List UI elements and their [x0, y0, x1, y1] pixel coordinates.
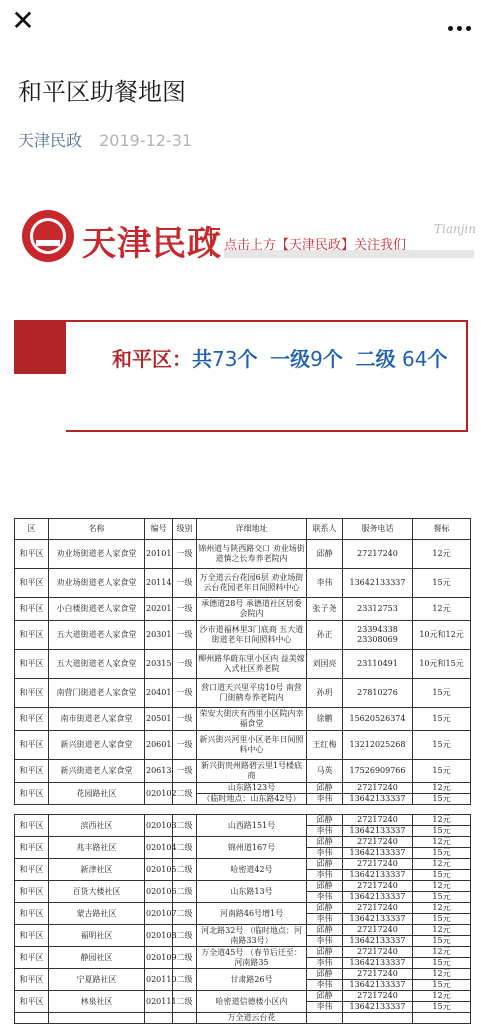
account-link[interactable]: 天津民政: [18, 131, 83, 150]
table-row: 和平区 林泉社区 020111 二级 哈密道信德楼小区内 邱静 李伟 27217240 13642133337 12元 15元: [15, 991, 471, 1013]
table-row: 和平区 新兴街道老人家食堂 20601 一级 新兴街兴河里小区老年日间照料中心 王红梅 13212025268 15元: [15, 731, 471, 760]
close-icon[interactable]: ✕: [11, 4, 35, 37]
banner: [22, 208, 476, 268]
table-row: 和平区 五大道街道老人家食堂 20315 一级 柳州路华蔚东里小区内 益美嫁入式社区养老院 刘国亮 23110491 10元和15元: [15, 650, 471, 679]
table-row: 和平区 兆丰路社区 020104 二级 锦州道167号 邱静 李伟 27217240 13642133337 12元 15元: [15, 837, 471, 859]
table-row: 和平区 劝业场街道老人家食堂 20114 一级 万全道云台花园6层 劝业场街云台花园老年日间照料中心 李伟 13642133337 15元: [15, 569, 471, 598]
table-row: 和平区 劝业场街道老人家食堂 20101 一级 锦州道与陕西路交口 劝业场街道慎之长寿养老院内 邱静 27217240 12元: [15, 540, 471, 569]
slogan-text: 点击上方【天津民政】关注我们: [224, 238, 407, 253]
article-title: 和平区助餐地图: [18, 78, 186, 106]
table-row: 和平区 花园路社区 020102 二级 山东路123号 （临时地点：山东路42号） 邱静 李伟 27217240 13642133337 12元 15元: [15, 783, 471, 805]
meal-table-1: [14, 518, 471, 805]
table-row: 和平区 新津社区 020105 二级 哈密道42号 邱静 李伟 27217240 13642133337 12元 15元: [15, 859, 471, 881]
publish-date: 2019-12-31: [99, 131, 193, 150]
table-row: 和平区 福明社区 020108 二级 河北路32号 （临时地点：河南路33号） 邱静 李伟 27217240 13642133337 12元 15元: [15, 925, 471, 947]
table-row: 和平区 蒙古路社区 020107 二级 河南路46号增1号 邱静 李伟 27217240 13642133337 12元 15元: [15, 903, 471, 925]
summary-box: [14, 320, 470, 430]
banner-brand: 天津民政: [82, 224, 222, 264]
summary-text: 和平区：共73个 一级9个 二级 64个: [112, 347, 448, 371]
article-meta: [18, 128, 192, 151]
top-bar: [0, 0, 490, 44]
logo-icon: [22, 210, 74, 262]
table-row: 和平区 滨西社区 020103 二级 山西路151号 邱静 李伟 27217240 13642133337 12元 15元: [15, 815, 471, 837]
table-row: 和平区 宁夏路社区 020110 二级 甘肃路26号 邱静 李伟 27217240 13642133337 12元 15元: [15, 969, 471, 991]
table-row: 和平区 南市街道老人家食堂 20501 一级 荣安大街庆有西里小区院内幸福食堂 徐鹏 15620526374 15元: [15, 708, 471, 731]
table-row: 和平区 南营门街道老人家食堂 20401 一级 营口道天兴里平房10号 南营门街鹤寿养老院内 孙玥 27810276 15元: [15, 679, 471, 708]
table-row: 和平区 静园社区 020109 二级 万全道45号 （春节后迁至：河南路35 邱静 李伟 27217240 13642133337 12元 15元: [15, 947, 471, 969]
meal-table-2: [14, 814, 471, 1024]
script-text: Tianjin: [433, 222, 476, 236]
more-dots-icon[interactable]: [448, 16, 476, 26]
table-row: 万全道云台花: [15, 1013, 471, 1024]
table-row: 和平区 五大道街道老人家食堂 20301 一级 沙市道福林里3门底商 五大道街道老年日间照料中心 孙正 23394338 23308069 10元和12元: [15, 621, 471, 650]
table-row: 和平区 新兴街道老人家食堂 20613 一级 新兴街贵州路碧云里1号楼底商 马英 17526909766 15元: [15, 760, 471, 783]
table-row: 和平区 小白楼街道老人家食堂 20201 一级 承德道28号 承德道社区居委会院内 张子尧 23312753 12元: [15, 598, 471, 621]
table-row: 和平区 百货大楼社区 020106 二级 山东路13号 邱静 李伟 27217240 13642133337 12元 15元: [15, 881, 471, 903]
table-header-row: 区 名称 编号 级别 详细地址 联系人 服务电话 餐标: [15, 519, 471, 540]
banner-slogan: [210, 222, 480, 256]
